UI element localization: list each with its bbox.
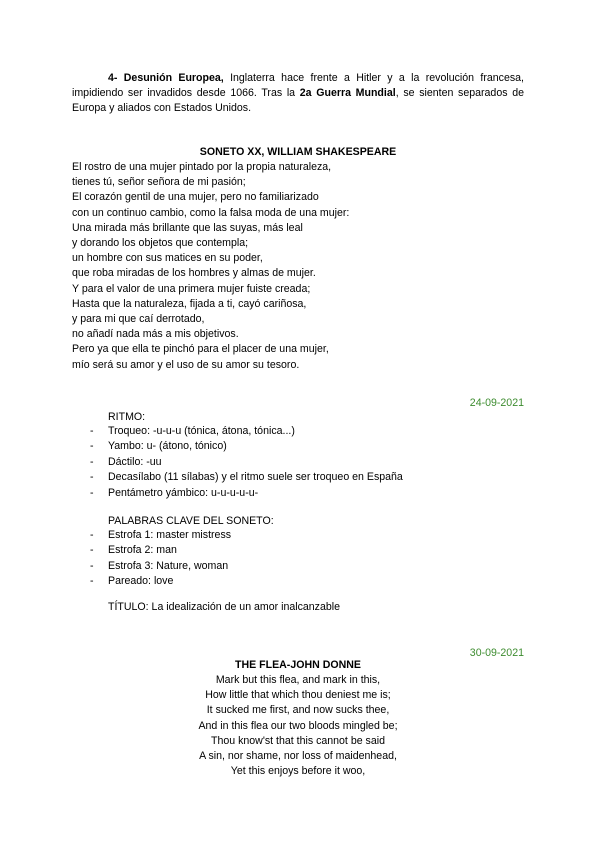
list-item: - Dáctilo: -uu [72, 455, 524, 470]
poem-line: no añadí nada más a mis objetivos. [72, 328, 239, 341]
intro-paragraph [72, 71, 524, 116]
poem-line: con un continuo cambio, como la falsa moda de una mujer: [72, 206, 350, 219]
ritmo-heading: RITMO: [108, 411, 146, 423]
list-dash: - [90, 559, 94, 572]
list-item: - Estrofa 1: master mistress [72, 528, 524, 543]
poem-line: Una mirada más brillante que las suyas, más leal [72, 221, 303, 234]
list-item: - Estrofa 2: man [72, 543, 524, 558]
poem-line: And in this flea our two bloods mingled be; [198, 719, 398, 732]
poem-line: y para mi que caí derrotado, [72, 313, 205, 326]
list-dash: - [90, 529, 94, 541]
poem-line: El corazón gentil de una mujer, pero no familiarizado [72, 191, 319, 204]
list-item: - Pentámetro yámbico: u-u-u-u-u- [72, 486, 524, 501]
poem-line: Yet this enjoys before it woo, [230, 765, 366, 778]
list-item: - Troqueo: -u-u-u (tónica, átona, tónica...) [72, 424, 524, 439]
list-dash: - [90, 544, 94, 557]
list-dash: - [90, 575, 94, 588]
list-dash: - [90, 455, 94, 468]
poem-line: y dorando los objetos que contempla; [72, 237, 249, 250]
poem-line: un hombre con sus matices en su poder, [72, 252, 263, 265]
list-item: - Yambo: u- (átono, tónico) [72, 439, 524, 454]
list-dash: - [90, 486, 94, 499]
flea-title: THE FLEA-JOHN DONNE [235, 659, 361, 671]
poem-line: mío será su amor y el uso de su amor su tesoro. [72, 358, 300, 371]
list-dash: - [90, 471, 94, 484]
titulo-line: TÍTULO: La idealización de un amor inalcanzable [108, 601, 341, 613]
poem-line: Thou know'st that this cannot be said [211, 734, 385, 747]
intro-text-2: , se sienten separados de Europa y aliados con Estados Unidos. [72, 87, 524, 114]
ritmo-list [72, 424, 524, 501]
list-item: - Estrofa 3: Nature, woman [72, 559, 524, 574]
flea-poem [72, 673, 524, 779]
poem-line: Mark but this flea, and mark in this, [215, 674, 381, 686]
poem-line: It sucked me first, and now sucks thee, [206, 704, 390, 717]
intro-bold-2: 2a Guerra Mundial [299, 87, 396, 99]
list-item: - Pareado: love [72, 574, 524, 589]
poem-line: A sin, nor shame, nor loss of maidenhead, [199, 750, 397, 763]
date-label-2: 30-09-2021 [469, 647, 524, 659]
list-dash: - [90, 425, 94, 437]
poem-line: Hasta que la naturaleza, fijada a ti, cayó cariñosa, [72, 297, 307, 310]
poem-line: How little that which thou deniest me is; [205, 689, 391, 702]
date-label-1: 24-09-2021 [469, 397, 524, 409]
poem-line: Pero ya que ella te pinchó para el placer de una mujer, [72, 343, 329, 356]
poem-line: tienes tú, señor señora de mi pasión; [72, 176, 246, 189]
intro-text-1: Inglaterra hace frente a Hitler y a la revolución francesa, impidiendo ser invadidos desde 1066. Tras la [72, 72, 524, 99]
list-dash: - [90, 440, 94, 453]
poem-line: El rostro de una mujer pintado por la propia naturaleza, [72, 161, 332, 173]
intro-lead: 4- Desunión Europea, [108, 72, 224, 84]
poem-line: que roba miradas de los hombres y almas de mujer. [72, 267, 316, 280]
poem-line: Y para el valor de una primera mujer fuiste creada; [72, 282, 311, 295]
palabras-heading: PALABRAS CLAVE DEL SONETO: [108, 515, 274, 527]
list-item: - Decasílabo (11 sílabas) y el ritmo suele ser troqueo en España [72, 470, 524, 485]
palabras-list [72, 528, 524, 590]
sonnet-poem [72, 160, 524, 373]
sonnet-title: SONETO XX, WILLIAM SHAKESPEARE [199, 146, 397, 158]
